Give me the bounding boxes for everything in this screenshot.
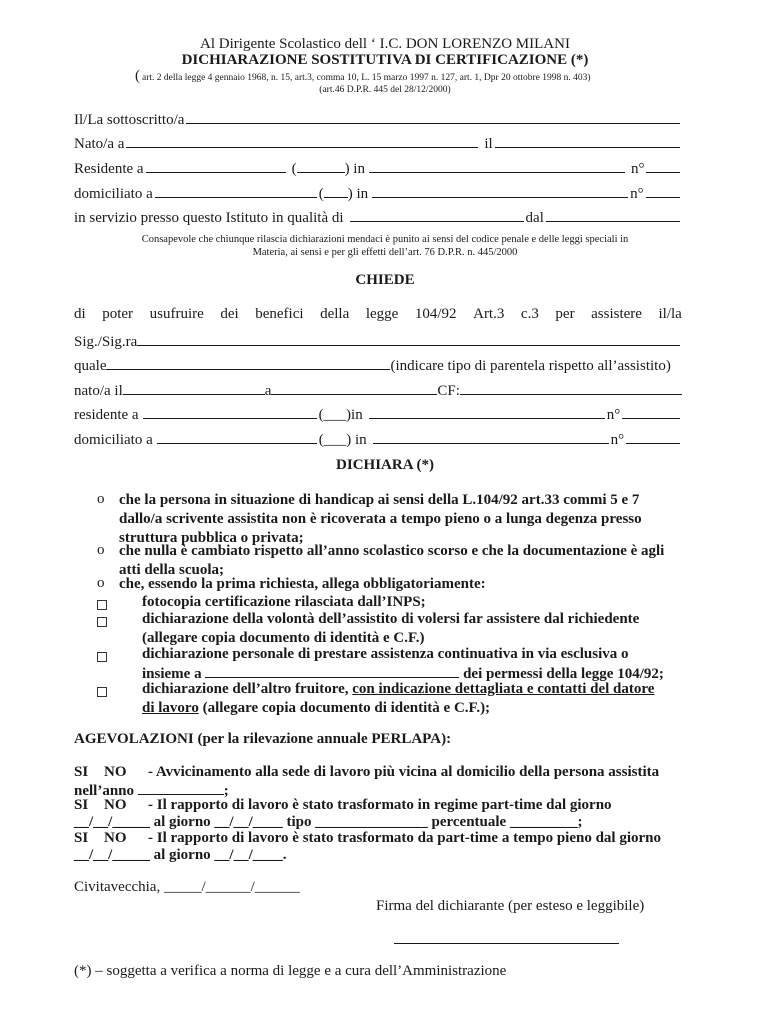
field-nato-assistito [74, 382, 682, 400]
input-qualita[interactable] [350, 209, 524, 222]
agev-item-1: - Avvicinamento alla sede di lavoro più vicina al domicilio della persona assistita [148, 764, 660, 780]
item-text: dichiarazione dell’altro fruitore, [142, 681, 349, 697]
agev-no-3[interactable]: NO [104, 830, 127, 846]
item-line: dichiarazione della volontà dell’assistito di volersi far assistere dal richiedente [142, 611, 640, 627]
input-domiciliato-via[interactable] [372, 185, 628, 198]
checkbox[interactable] [97, 615, 107, 632]
paren-close-in: ) in [344, 161, 365, 177]
label-residente: Residente a [74, 161, 144, 177]
document-title: DICHIARAZIONE SOSTITUTIVA DI CERTIFICAZIONE (*) [181, 52, 589, 68]
item-line: fotocopia certificazione rilasciata dall’INPS; [142, 594, 426, 610]
place-date[interactable]: Civitavecchia, _____/______/______ [74, 879, 300, 895]
input-residente[interactable] [146, 160, 286, 173]
input-sig[interactable] [137, 333, 680, 346]
paren-close-in: ) in [347, 186, 369, 202]
input-nato-luogo[interactable] [126, 135, 478, 148]
input-domiciliato-via-assistito[interactable] [373, 431, 609, 444]
item-line: struttura pubblica o privata; [119, 530, 304, 546]
input-insieme[interactable] [205, 664, 459, 678]
legal-reference-2: (art.46 D.P.R. 445 del 28/12/2000) [319, 85, 451, 95]
field-sottoscritto [74, 111, 682, 129]
field-domiciliato [74, 185, 682, 203]
checkbox[interactable] [97, 598, 107, 615]
word: 104/92 [414, 306, 457, 322]
checkbox[interactable] [97, 650, 107, 667]
label-cf: CF: [437, 383, 460, 399]
word: della [320, 306, 350, 322]
bullet-marker: o [97, 575, 105, 591]
input-residente-num-assistito[interactable] [622, 406, 680, 419]
field-sig [74, 333, 682, 351]
word: legge [365, 306, 399, 322]
word: usufruire [149, 306, 204, 322]
input-residente-via-assistito[interactable] [369, 406, 605, 419]
input-sottoscritto[interactable] [186, 111, 680, 124]
field-residente-assistito [74, 406, 682, 424]
label-n: n° [630, 186, 644, 202]
label-n: n° [610, 432, 625, 448]
label-residente: residente a [74, 407, 139, 423]
chiede-heading: CHIEDE [355, 272, 415, 288]
punct: ; [223, 783, 229, 799]
input-domiciliato[interactable] [155, 185, 317, 198]
label-sig: Sig./Sig.ra [74, 334, 138, 350]
input-residente-prov[interactable] [297, 160, 345, 173]
item-text-underlined: di lavoro [142, 700, 199, 716]
label-domiciliato: domiciliato a [74, 432, 153, 448]
word: poter [102, 306, 134, 322]
item-text: (allegare copia documento di identità e C.F.); [202, 700, 491, 716]
input-domiciliato-num[interactable] [646, 185, 680, 198]
word: per [555, 306, 575, 322]
quale-note: (indicare tipo di parentela rispetto all’assistito) [390, 358, 671, 374]
agev-no-1[interactable]: NO [104, 764, 127, 780]
input-anno[interactable] [138, 781, 224, 795]
input-domiciliato-assistito[interactable] [157, 431, 317, 444]
input-residente-assistito[interactable] [143, 406, 317, 419]
insieme-label: insieme a [142, 666, 202, 682]
paren-open: ( [291, 161, 297, 177]
word: c.3 [520, 306, 539, 322]
chiede-justified-line [74, 306, 682, 323]
input-nato-il[interactable] [123, 382, 265, 395]
checkbox[interactable] [97, 685, 107, 702]
signature-line[interactable] [394, 943, 619, 944]
label-anno: nell’anno [74, 783, 135, 799]
label-nato-il: nato/a il [74, 383, 123, 399]
dichiara-heading: DICHIARA (*) [336, 457, 434, 473]
agev-item-2b[interactable]: __/__/_____ al giorno __/__/____ tipo _______________ percentuale _________; [74, 814, 583, 830]
agevolazioni-heading: AGEVOLAZIONI (per la rilevazione annuale PERLAPA): [74, 731, 452, 747]
item-line: che, essendo la prima richiesta, allega obbligatoriamente: [119, 576, 486, 592]
input-quale[interactable] [106, 357, 390, 370]
item-line: (allegare copia documento di identità e C.F.) [142, 630, 425, 646]
word: benefici [255, 306, 304, 322]
input-dal[interactable] [546, 209, 680, 222]
word: dei [220, 306, 239, 322]
agev-si-2[interactable]: SI [74, 797, 89, 813]
item-line: dallo/a scrivente assistita non è ricoverata a tempo pieno o a lunga degenza presso [119, 511, 642, 527]
input-nato-a[interactable] [271, 382, 437, 395]
agev-item-2: - Il rapporto di lavoro è stato trasformato in regime part-time dal giorno [148, 797, 612, 813]
input-cf[interactable] [460, 382, 682, 395]
label-servizio: in servizio presso questo Istituto in qualità di [74, 210, 344, 226]
field-quale [74, 357, 682, 375]
label-nato: Nato/a a [74, 136, 125, 152]
input-residente-via[interactable] [369, 160, 625, 173]
bullet-marker: o [97, 491, 105, 507]
item-line: che la persona in situazione di handicap ai sensi della L.104/92 art.33 commi 5 e 7 [119, 492, 640, 508]
notice-line-1: Consapevole che chiunque rilascia dichiarazioni mendaci è punito ai sensi del codice penale e delle leggi speciali in [141, 234, 629, 245]
label-domiciliato: domiciliato a [74, 186, 153, 202]
word: Art.3 [473, 306, 505, 322]
bullet-marker: o [97, 542, 105, 558]
word: il/la [658, 306, 682, 322]
input-residente-num[interactable] [646, 160, 680, 173]
input-nato-data[interactable] [495, 135, 680, 148]
item-line: che nulla è cambiato rispetto all’anno scolastico scorso e che la documentazione è agli [119, 543, 665, 559]
insieme-post: dei permessi della legge 104/92; [463, 666, 664, 682]
agev-si-3[interactable]: SI [74, 830, 89, 846]
label-dal: dal [525, 210, 544, 226]
label-n: n° [606, 407, 621, 423]
label-quale: quale [74, 358, 107, 374]
field-servizio [74, 209, 682, 227]
input-domiciliato-prov[interactable] [324, 185, 348, 198]
field-residente [74, 160, 682, 178]
label-n: n° [630, 161, 645, 177]
paren-in: (___)in [318, 407, 363, 423]
agev-item-3b[interactable]: __/__/_____ al giorno __/__/____. [74, 847, 287, 863]
label-a: a [264, 383, 272, 399]
notice-line-2: Materia, ai sensi e per gli effetti dell’art. 76 D.P.R. n. 445/2000 [252, 247, 518, 258]
field-domiciliato-assistito [74, 431, 682, 449]
ref-paren: ( [135, 68, 140, 84]
field-nato [74, 135, 682, 153]
signature-label: Firma del dichiarante (per esteso e leggibile) [376, 898, 645, 914]
agev-no-2[interactable]: NO [104, 797, 127, 813]
agev-item-3: - Il rapporto di lavoro è stato trasformato da part-time a tempo pieno dal giorno [148, 830, 662, 846]
item-line: dichiarazione personale di prestare assistenza continuativa in via esclusiva o [142, 646, 629, 662]
footnote: (*) – soggetta a verifica a norma di legge e a cura dell’Amministrazione [74, 963, 507, 979]
paren-in: (___) in [318, 432, 367, 448]
recipient-line: Al Dirigente Scolastico dell ‘ I.C. DON LORENZO MILANI [200, 36, 570, 52]
legal-reference-1: art. 2 della legge 4 gennaio 1968, n. 15, art.3, comma 10, L. 15 marzo 1997 n. 127, art. 1, Dpr 20 ottobre 1998 n. 403) [142, 73, 591, 83]
input-domiciliato-num-assistito[interactable] [626, 431, 680, 444]
paren-open: ( [318, 186, 324, 202]
agev-si-1[interactable]: SI [74, 764, 89, 780]
word: assistere [591, 306, 642, 322]
label-il: il [484, 136, 493, 152]
item-text-underlined: con indicazione dettagliata e contatti del datore [352, 681, 655, 697]
item-line: atti della scuola; [119, 562, 224, 578]
word: di [74, 306, 86, 322]
label-sottoscritto: Il/La sottoscritto/a [74, 112, 185, 128]
